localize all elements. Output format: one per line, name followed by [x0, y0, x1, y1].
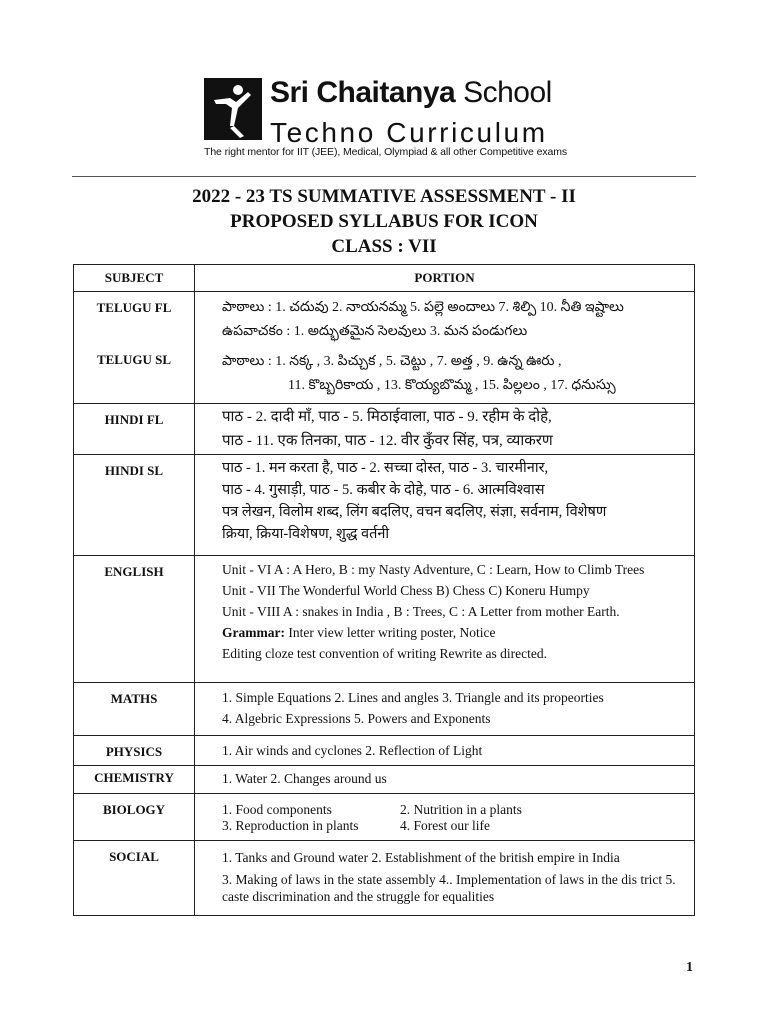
portion-hindi-sl-4: क्रिया, क्रिया-विशेषण, शुद्ध वर्तनी	[222, 526, 390, 542]
portion-telugu-fl-2: ఉపవాచకం : 1. అద్భుతమైన సెలవులు 3. మన పండుగలు	[222, 324, 528, 339]
portion-maths-1: 1. Simple Equations 2. Lines and angles 3. Triangle and its propeorties	[222, 690, 604, 705]
portion-english-3: Unit - VIII A : snakes in India , B : Trees, C : A Letter from mother Earth.	[222, 604, 620, 619]
portion-cell-maths	[195, 683, 695, 736]
biology-item-3: 3. Reproduction in plants	[222, 818, 359, 833]
document-title	[0, 184, 768, 259]
school-logo	[204, 78, 584, 160]
subject-english: ENGLISH	[74, 556, 195, 683]
subject-cell-telugu	[74, 292, 195, 404]
table-row-hindi-sl	[74, 455, 695, 556]
portion-hindi-sl-1: पाठ - 1. मन करता है, पाठ - 2. सच्चा दोस्त, पाठ - 3. चारमीनार,	[222, 460, 549, 476]
portion-telugu-fl-1: పాఠాలు : 1. చదువు 2. నాయనమ్మ 5. పల్లె అందాలు 7. శిల్పి 10. నీతి ఇష్టాలు	[222, 300, 624, 315]
portion-cell-english	[195, 556, 695, 683]
logo-name-light: School	[463, 76, 552, 109]
grammar-label: Grammar:	[222, 625, 285, 640]
portion-cell-chemistry	[195, 766, 695, 794]
column-header-subject: SUBJECT	[74, 265, 195, 292]
title-line-2: PROPOSED SYLLABUS FOR ICON	[230, 211, 538, 232]
title-line-3: CLASS : VII	[331, 236, 437, 257]
portion-cell-hindi-sl	[195, 455, 695, 556]
logo-name-bold: Sri Chaitanya	[270, 76, 456, 109]
subject-hindi-fl: HINDI FL	[74, 404, 195, 455]
page-number: 1	[686, 960, 693, 975]
table-row-biology	[74, 794, 695, 841]
grammar-text: Inter view letter writing poster, Notice	[284, 625, 496, 640]
portion-hindi-fl-2: पाठ - 11. एक तिनका, पाठ - 12. वीर कुँवर सिंह, पत्र, व्याकरण	[222, 433, 553, 449]
subject-telugu-fl: TELUGU FL	[96, 300, 172, 315]
subject-social: SOCIAL	[74, 841, 195, 916]
syllabus-table	[73, 264, 695, 916]
title-line-1: 2022 - 23 TS SUMMATIVE ASSESSMENT - II	[192, 186, 576, 207]
table-row-english	[74, 556, 695, 683]
logo-subtitle: Techno Curriculum	[270, 117, 548, 148]
portion-cell-physics	[195, 736, 695, 766]
portion-hindi-sl-3: पत्र लेखन, विलोम शब्द, लिंग बदलिए, वचन बदलिए, संज्ञा, सर्वनाम, विशेषण	[222, 504, 607, 520]
portion-maths-2: 4. Algebric Expressions 5. Powers and Exponents	[222, 711, 491, 726]
portion-english-1: Unit - VI A : A Hero, B : my Nasty Adventure, C : Learn, How to Climb Trees	[222, 562, 645, 577]
portion-cell-hindi-fl	[195, 404, 695, 455]
portion-cell-biology	[195, 794, 695, 841]
table-row-physics	[74, 736, 695, 766]
biology-item-1: 1. Food components	[222, 802, 332, 817]
subject-chemistry: CHEMISTRY	[74, 766, 195, 794]
logo-school-name	[270, 76, 552, 110]
portion-cell-social	[195, 841, 695, 916]
subject-maths: MATHS	[74, 683, 195, 736]
portion-english-grammar	[222, 625, 690, 641]
table-row-telugu	[74, 292, 695, 404]
portion-telugu-sl-1: పాఠాలు : 1. నక్క , 3. పిచ్చుక , 5. చెట్టు , 7. అత్త , 9. ఉన్న ఊరు ,	[222, 354, 562, 369]
table-row-maths	[74, 683, 695, 736]
biology-item-2: 2. Nutrition in a plants	[400, 802, 522, 817]
biology-grid	[222, 802, 688, 834]
portion-chemistry-1: 1. Water 2. Changes around us	[222, 771, 387, 786]
subject-telugu-sl: TELUGU SL	[96, 352, 172, 367]
table-row-chemistry	[74, 766, 695, 794]
table-header-row	[74, 265, 695, 292]
column-header-portion: PORTION	[195, 265, 695, 292]
subject-physics: PHYSICS	[74, 736, 195, 766]
logo-tagline: The right mentor for IIT (JEE), Medical, Olympiad & all other Competitive exams	[204, 146, 568, 158]
logo-emblem-icon	[204, 78, 262, 140]
portion-english-5: Editing cloze test convention of writing Rewrite as directed.	[222, 646, 548, 661]
portion-hindi-sl-2: पाठ - 4. गुसाड़ी, पाठ - 5. कबीर के दोहे, पाठ - 6. आत्मविश्वास	[222, 482, 545, 498]
portion-physics-1: 1. Air winds and cyclones 2. Reflection of Light	[222, 743, 483, 758]
portion-social-1: 1. Tanks and Ground water 2. Establishment of the british empire in India	[222, 850, 620, 865]
portion-hindi-fl-1: पाठ - 2. दादी माँ, पाठ - 5. मिठाईवाला, पाठ - 9. रहीम के दोहे,	[222, 409, 552, 425]
portion-telugu-sl-2: 11. కొబ్బరికాయ , 13. కొయ్యబొమ్మ , 15. పిల్లలం , 17. ధనుస్సు	[288, 378, 616, 393]
portion-cell-telugu	[195, 292, 695, 404]
table-row-social	[74, 841, 695, 916]
subject-hindi-sl: HINDI SL	[74, 455, 195, 556]
header-divider	[72, 176, 696, 177]
table-row-hindi-fl	[74, 404, 695, 455]
biology-item-4: 4. Forest our life	[400, 818, 490, 833]
portion-english-2: Unit - VII The Wonderful World Chess B) Chess C) Koneru Humpy	[222, 583, 590, 598]
subject-biology: BIOLOGY	[74, 794, 195, 841]
portion-social-2: 3. Making of laws in the state assembly 4.. Implementation of laws in the dis trict 5. caste discrimination and the struggle for equalities	[222, 872, 676, 904]
